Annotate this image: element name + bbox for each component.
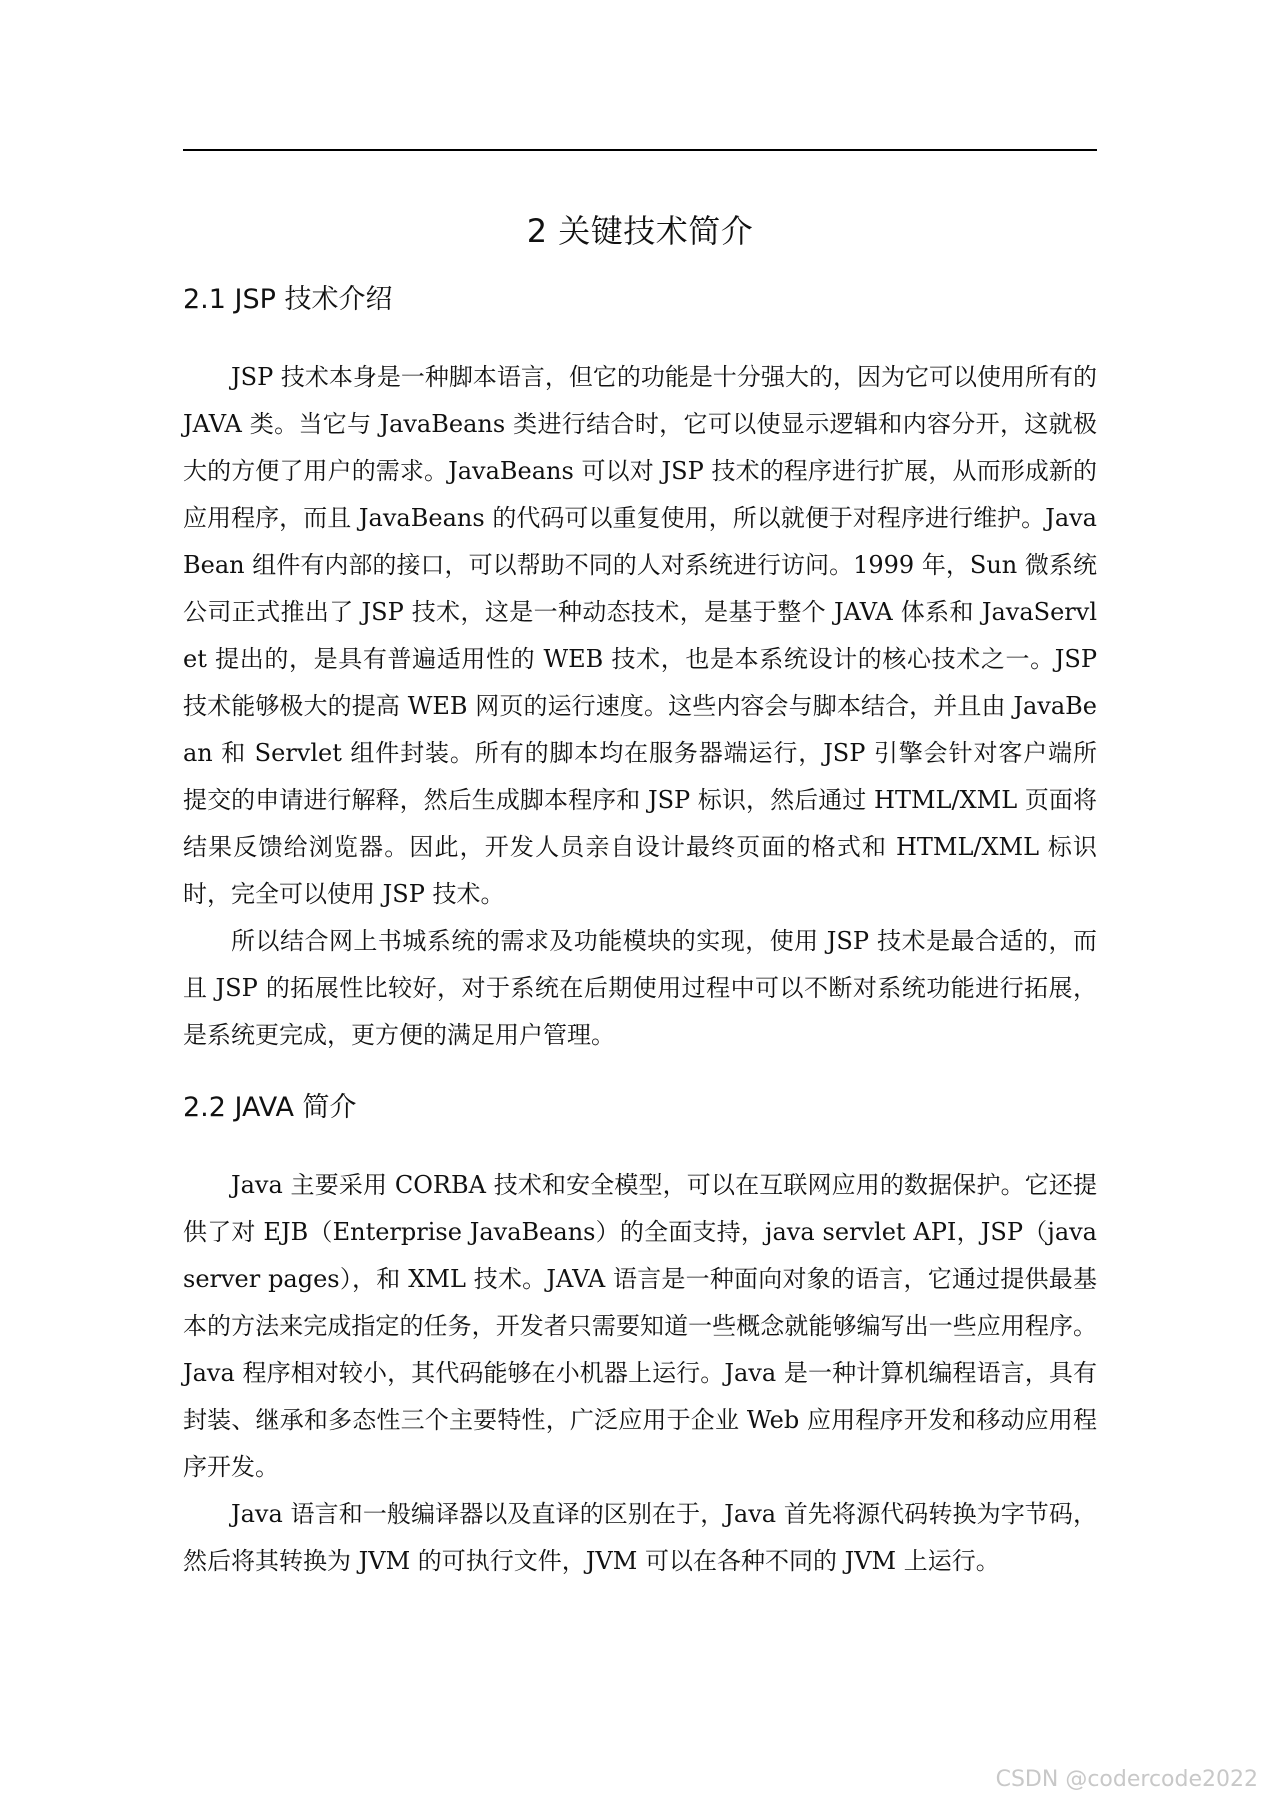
page-content bbox=[183, 206, 1097, 1585]
section-title-java: 2.2 JAVA 简介 bbox=[183, 1092, 357, 1123]
section-title-jsp: 2.1 JSP 技术介绍 bbox=[183, 284, 393, 315]
section-body-java bbox=[183, 1162, 1097, 1585]
section-body-jsp bbox=[183, 354, 1097, 1059]
csdn-watermark: CSDN @codercode2022 bbox=[995, 1767, 1258, 1792]
header-rule bbox=[183, 149, 1097, 151]
chapter-title: 2 关键技术简介 bbox=[526, 212, 754, 250]
paragraph: Java 语言和一般编译器以及直译的区别在于，Java 首先将源代码转换为字节码，然后将其转换为 JVM 的可执行文件，JVM 可以在各种不同的 JVM 上运行。 bbox=[183, 1500, 1097, 1575]
paragraph: 所以结合网上书城系统的需求及功能模块的实现，使用 JSP 技术是最合适的，而且 JSP 的拓展性比较好，对于系统在后期使用过程中可以不断对系统功能进行拓展，是系统更完成，更方便的满足用户管理。 bbox=[183, 927, 1097, 1049]
paragraph: Java 主要采用 CORBA 技术和安全模型，可以在互联网应用的数据保护。它还提供了对 EJB（Enterprise JavaBeans）的全面支持，java servlet API，JSP（java server pages），和 XML 技术。JAVA 语言是一种面向对象的语言，它通过提供最基本的方法来完成指定的任务，开发者只需要知道一些概念就能够编写出一些应用程序。Java 程序相对较小，其代码能够在小机器上运行。Java 是一种计算机编程语言，具有封装、继承和多态性三个主要特性，广泛应用于企业 Web 应用程序开发和移动应用程序开发。 bbox=[183, 1171, 1097, 1481]
paragraph: JSP 技术本身是一种脚本语言，但它的功能是十分强大的，因为它可以使用所有的 JAVA 类。当它与 JavaBeans 类进行结合时，它可以使显示逻辑和内容分开，这就极大的方便了用户的需求。JavaBeans 可以对 JSP 技术的程序进行扩展，从而形成新的应用程序，而且 JavaBeans 的代码可以重复使用，所以就便于对程序进行维护。JavaBean 组件有内部的接口，可以帮助不同的人对系统进行访问。1999 年，Sun 微系统公司正式推出了 JSP 技术，这是一种动态技术，是基于整个 JAVA 体系和 JavaServlet 提出的，是具有普遍适用性的 WEB 技术，也是本系统设计的核心技术之一。JSP 技术能够极大的提高 WEB 网页的运行速度。这些内容会与脚本结合，并且由 JavaBean 和 Servlet 组件封装。所有的脚本均在服务器端运行，JSP 引擎会针对客户端所 提交的申请进行解释，然后生成脚本程序和 JSP 标识，然后通过 HTML/XML 页面将结果反馈给浏览器。因此，开发人员亲自设计最终页面的格式和 HTML/XML 标识时，完全可以使用 JSP 技术。 bbox=[183, 363, 1097, 908]
